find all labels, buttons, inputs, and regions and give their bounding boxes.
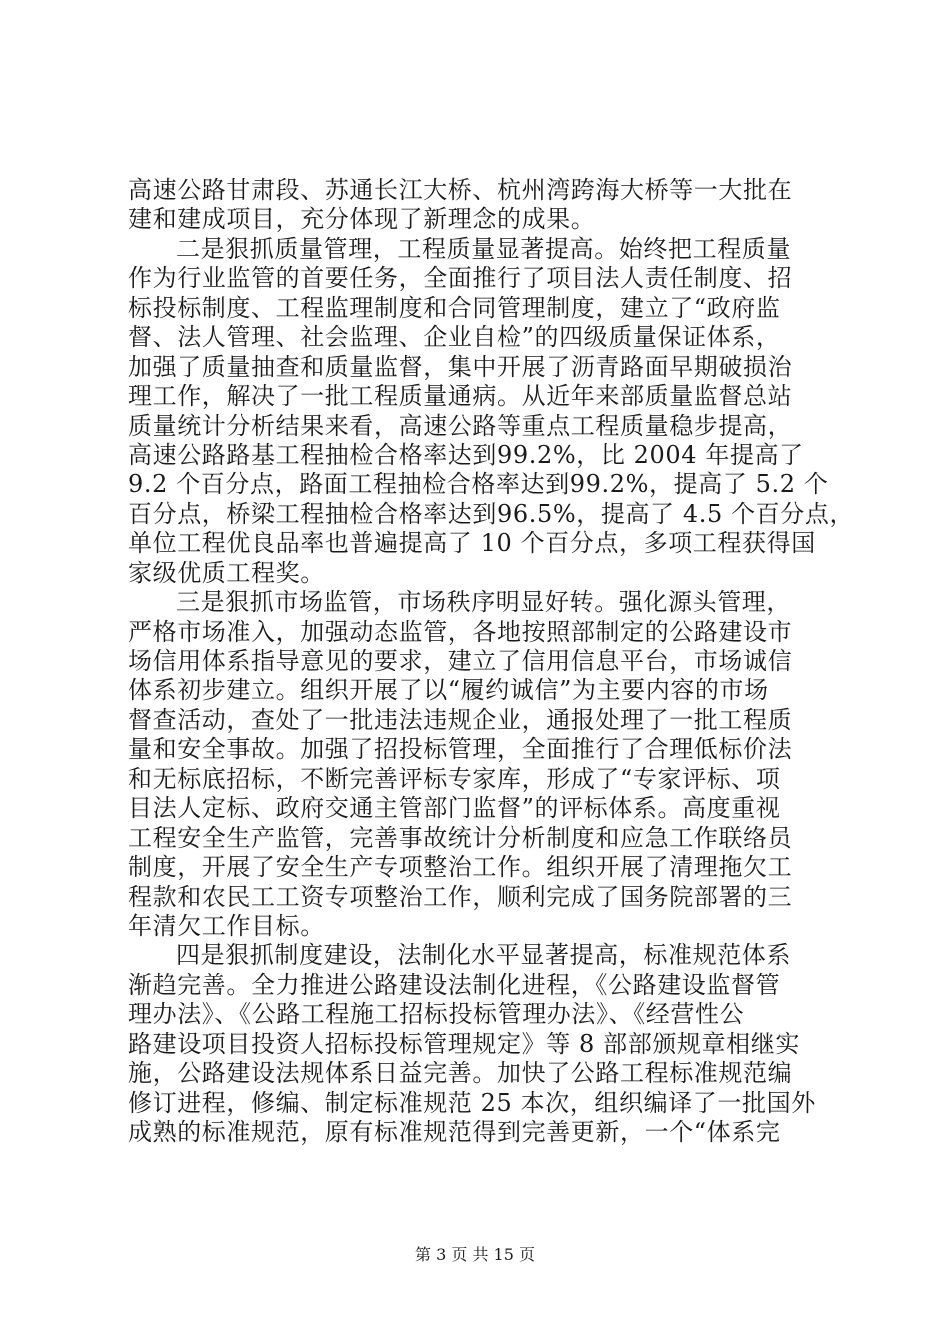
text-line: 场信用体系指导意见的要求，建立了信用信息平台，市场诚信 — [128, 647, 793, 675]
text-line: 家级优质工程奖。 — [128, 558, 325, 587]
text-line: 量和安全事故。加强了招投标管理，全面推行了合理低标价法 — [128, 735, 793, 764]
page-number-footer: 第 3 页 共 15 页 — [415, 1245, 535, 1264]
text-line: 施，公路建设法规体系日益完善。加快了公路工程标准规范编 — [128, 1059, 793, 1088]
text-line: 渐趋完善。全力推进公路建设法制化进程，《公路建设监督管 — [128, 970, 781, 999]
text-line: 路建设项目投资人招标投标管理规定》等 8 部部颁规章相继实 — [128, 1029, 800, 1058]
text-line: 工程安全生产监管，完善事故统计分析制度和应急工作联络员 — [128, 823, 793, 852]
text-line: 标投标制度、工程监理制度和合同管理制度，建立了“政府监 — [128, 293, 781, 322]
text-line: 体系初步建立。组织开展了以“履约诚信”为主要内容的市场 — [128, 676, 769, 705]
text-line: 9.2 个百分点，路面工程抽检合格率达到99.2%，提高了 5.2 个 — [128, 470, 829, 499]
paragraph-start-line: 四是狠抓制度建设，法制化水平显著提高，标准规范体系 — [176, 941, 791, 970]
text-line: 理工作，解决了一批工程质量通病。从近年来部质量监督总站 — [128, 382, 793, 411]
text-line: 建和建成项目，充分体现了新理念的成果。 — [128, 205, 596, 234]
text-line: 和无标底招标，不断完善评标专家库，形成了“专家评标、项 — [128, 764, 781, 793]
text-line: 高速公路甘肃段、苏通长江大桥、杭州湾跨海大桥等一大批在 — [128, 176, 793, 204]
text-line: 成熟的标准规范，原有标准规范得到完善更新，一个“体系完 — [128, 1118, 781, 1146]
text-line: 高速公路路基工程抽检合格率达到99.2%，比 2004 年提高了 — [128, 440, 804, 469]
text-line: 制度，开展了安全生产专项整治工作。组织开展了清理拖欠工 — [128, 853, 793, 882]
text-line: 督查活动，查处了一批违法违规企业，通报处理了一批工程质 — [128, 705, 793, 734]
body-text — [128, 176, 855, 1147]
text-line: 年清欠工作目标。 — [128, 911, 325, 940]
paragraph-start-line: 三是狠抓市场监管，市场秩序明显好转。强化源头管理， — [176, 588, 791, 617]
text-line: 百分点，桥梁工程抽检合格率达到96.5%，提高了 4.5 个百分点， — [128, 499, 855, 528]
text-line: 质量统计分析结果来看，高速公路等重点工程质量稳步提高， — [128, 411, 793, 440]
text-line: 加强了质量抽查和质量监督，集中开展了沥青路面早期破损治 — [128, 352, 793, 381]
text-line: 督、法人管理、社会监理、企业自检”的四级质量保证体系， — [128, 323, 781, 352]
text-line: 单位工程优良品率也普遍提高了 10 个百分点，多项工程获得国 — [128, 529, 816, 558]
text-line: 目法人定标、政府交通主管部门监督”的评标体系。高度重视 — [128, 794, 781, 823]
text-line: 修订进程，修编、制定标准规范 25 本次，组织编译了一批国外 — [128, 1088, 816, 1117]
paragraph-start-line: 二是狠抓质量管理，工程质量显著提高。始终把工程质量 — [176, 234, 791, 263]
text-line: 理办法》、《公路工程施工招标投标管理办法》、《经营性公 — [128, 1000, 745, 1029]
text-line: 程款和农民工工资专项整治工作，顺利完成了国务院部署的三 — [128, 882, 793, 911]
text-line: 严格市场准入，加强动态监管，各地按照部制定的公路建设市 — [128, 617, 793, 646]
text-line: 作为行业监管的首要任务，全面推行了项目法人责任制度、招 — [128, 264, 793, 293]
